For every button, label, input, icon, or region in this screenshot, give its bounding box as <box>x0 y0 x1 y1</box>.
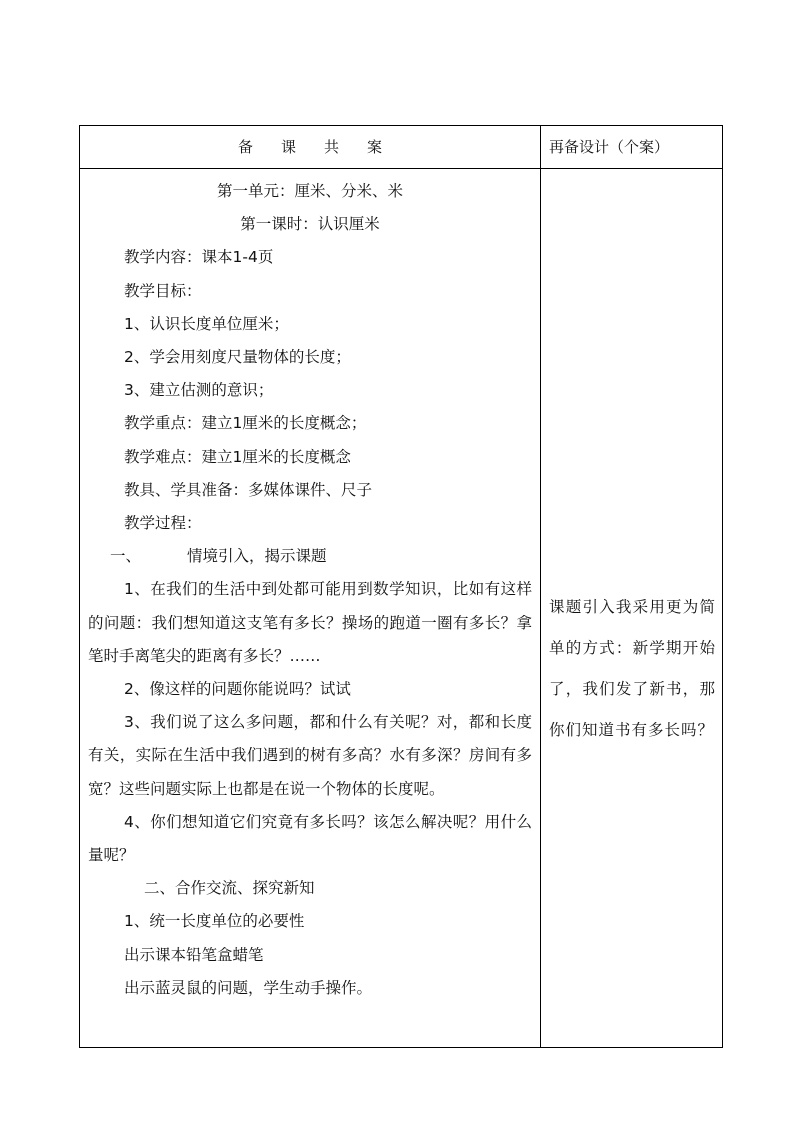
process-paragraph: 2、像这样的问题你能说吗？试试 <box>124 680 351 699</box>
process-line: 出示课本铅笔盒蜡笔 <box>124 945 264 964</box>
unit-title: 第一单元：厘米、分米、米 <box>216 182 403 200</box>
key-point: 教学重点：建立1厘米的长度概念； <box>124 414 367 433</box>
goal-item: 3、建立估测的意识； <box>124 381 274 400</box>
header-shared-plan <box>80 126 541 169</box>
header-char: 共 <box>324 138 340 156</box>
header-char: 课 <box>280 138 296 156</box>
table-body-row <box>80 169 723 1048</box>
process-label: 教学过程： <box>124 514 202 533</box>
side-note: 课题引入我采用更为简单的方式：新学期开始了，我们发了新书，那你们知道书有多长吗？ <box>549 598 716 739</box>
section-2-item: 1、统一长度单位的必要性 <box>124 912 305 931</box>
section-2-heading: 二、合作交流、探究新知 <box>144 879 315 898</box>
header-char: 案 <box>367 138 383 156</box>
lesson-content-cell <box>80 169 541 1048</box>
process-paragraph: 1、在我们的生活中到处都可能用到数学知识，比如有这样的问题：我们想知道这支笔有多长？操场的跑道一圈有多长？拿笔时手离笔尖的距离有多长？…… <box>88 580 532 665</box>
materials: 教具、学具准备：多媒体课件、尺子 <box>124 480 373 499</box>
process-line: 出示蓝灵鼠的问题，学生动手操作。 <box>124 978 373 997</box>
section-1-heading <box>88 540 532 573</box>
goal-item: 1、认识长度单位厘米； <box>124 314 289 333</box>
process-paragraph: 3、我们说了这么多问题，都和什么有关呢？对，都和长度有关，实际在生活中我们遇到的树有多高？水有多深？房间有多宽？这些问题实际上也都是在说一个物体的长度呢。 <box>88 713 532 798</box>
lesson-plan-table <box>79 125 723 1048</box>
header-char: 备 <box>237 138 253 156</box>
table-header-row <box>80 126 723 169</box>
header-individual-plan: 再备设计（个案） <box>541 126 723 169</box>
section-1-number: 一、 <box>110 547 142 566</box>
individual-design-cell <box>541 169 723 1048</box>
difficulty: 教学难点：建立1厘米的长度概念 <box>124 447 351 466</box>
process-paragraph: 4、你们想知道它们究竟有多长吗？该怎么解决呢？用什么量呢？ <box>88 812 532 865</box>
teaching-content: 教学内容：课本1-4页 <box>124 248 274 267</box>
section-1-title: 情境引入，揭示课题 <box>187 547 327 566</box>
goal-item: 2、学会用刻度尺量物体的长度； <box>124 348 351 367</box>
goals-label: 教学目标： <box>124 281 202 300</box>
lesson-title: 第一课时：认识厘米 <box>240 215 380 234</box>
